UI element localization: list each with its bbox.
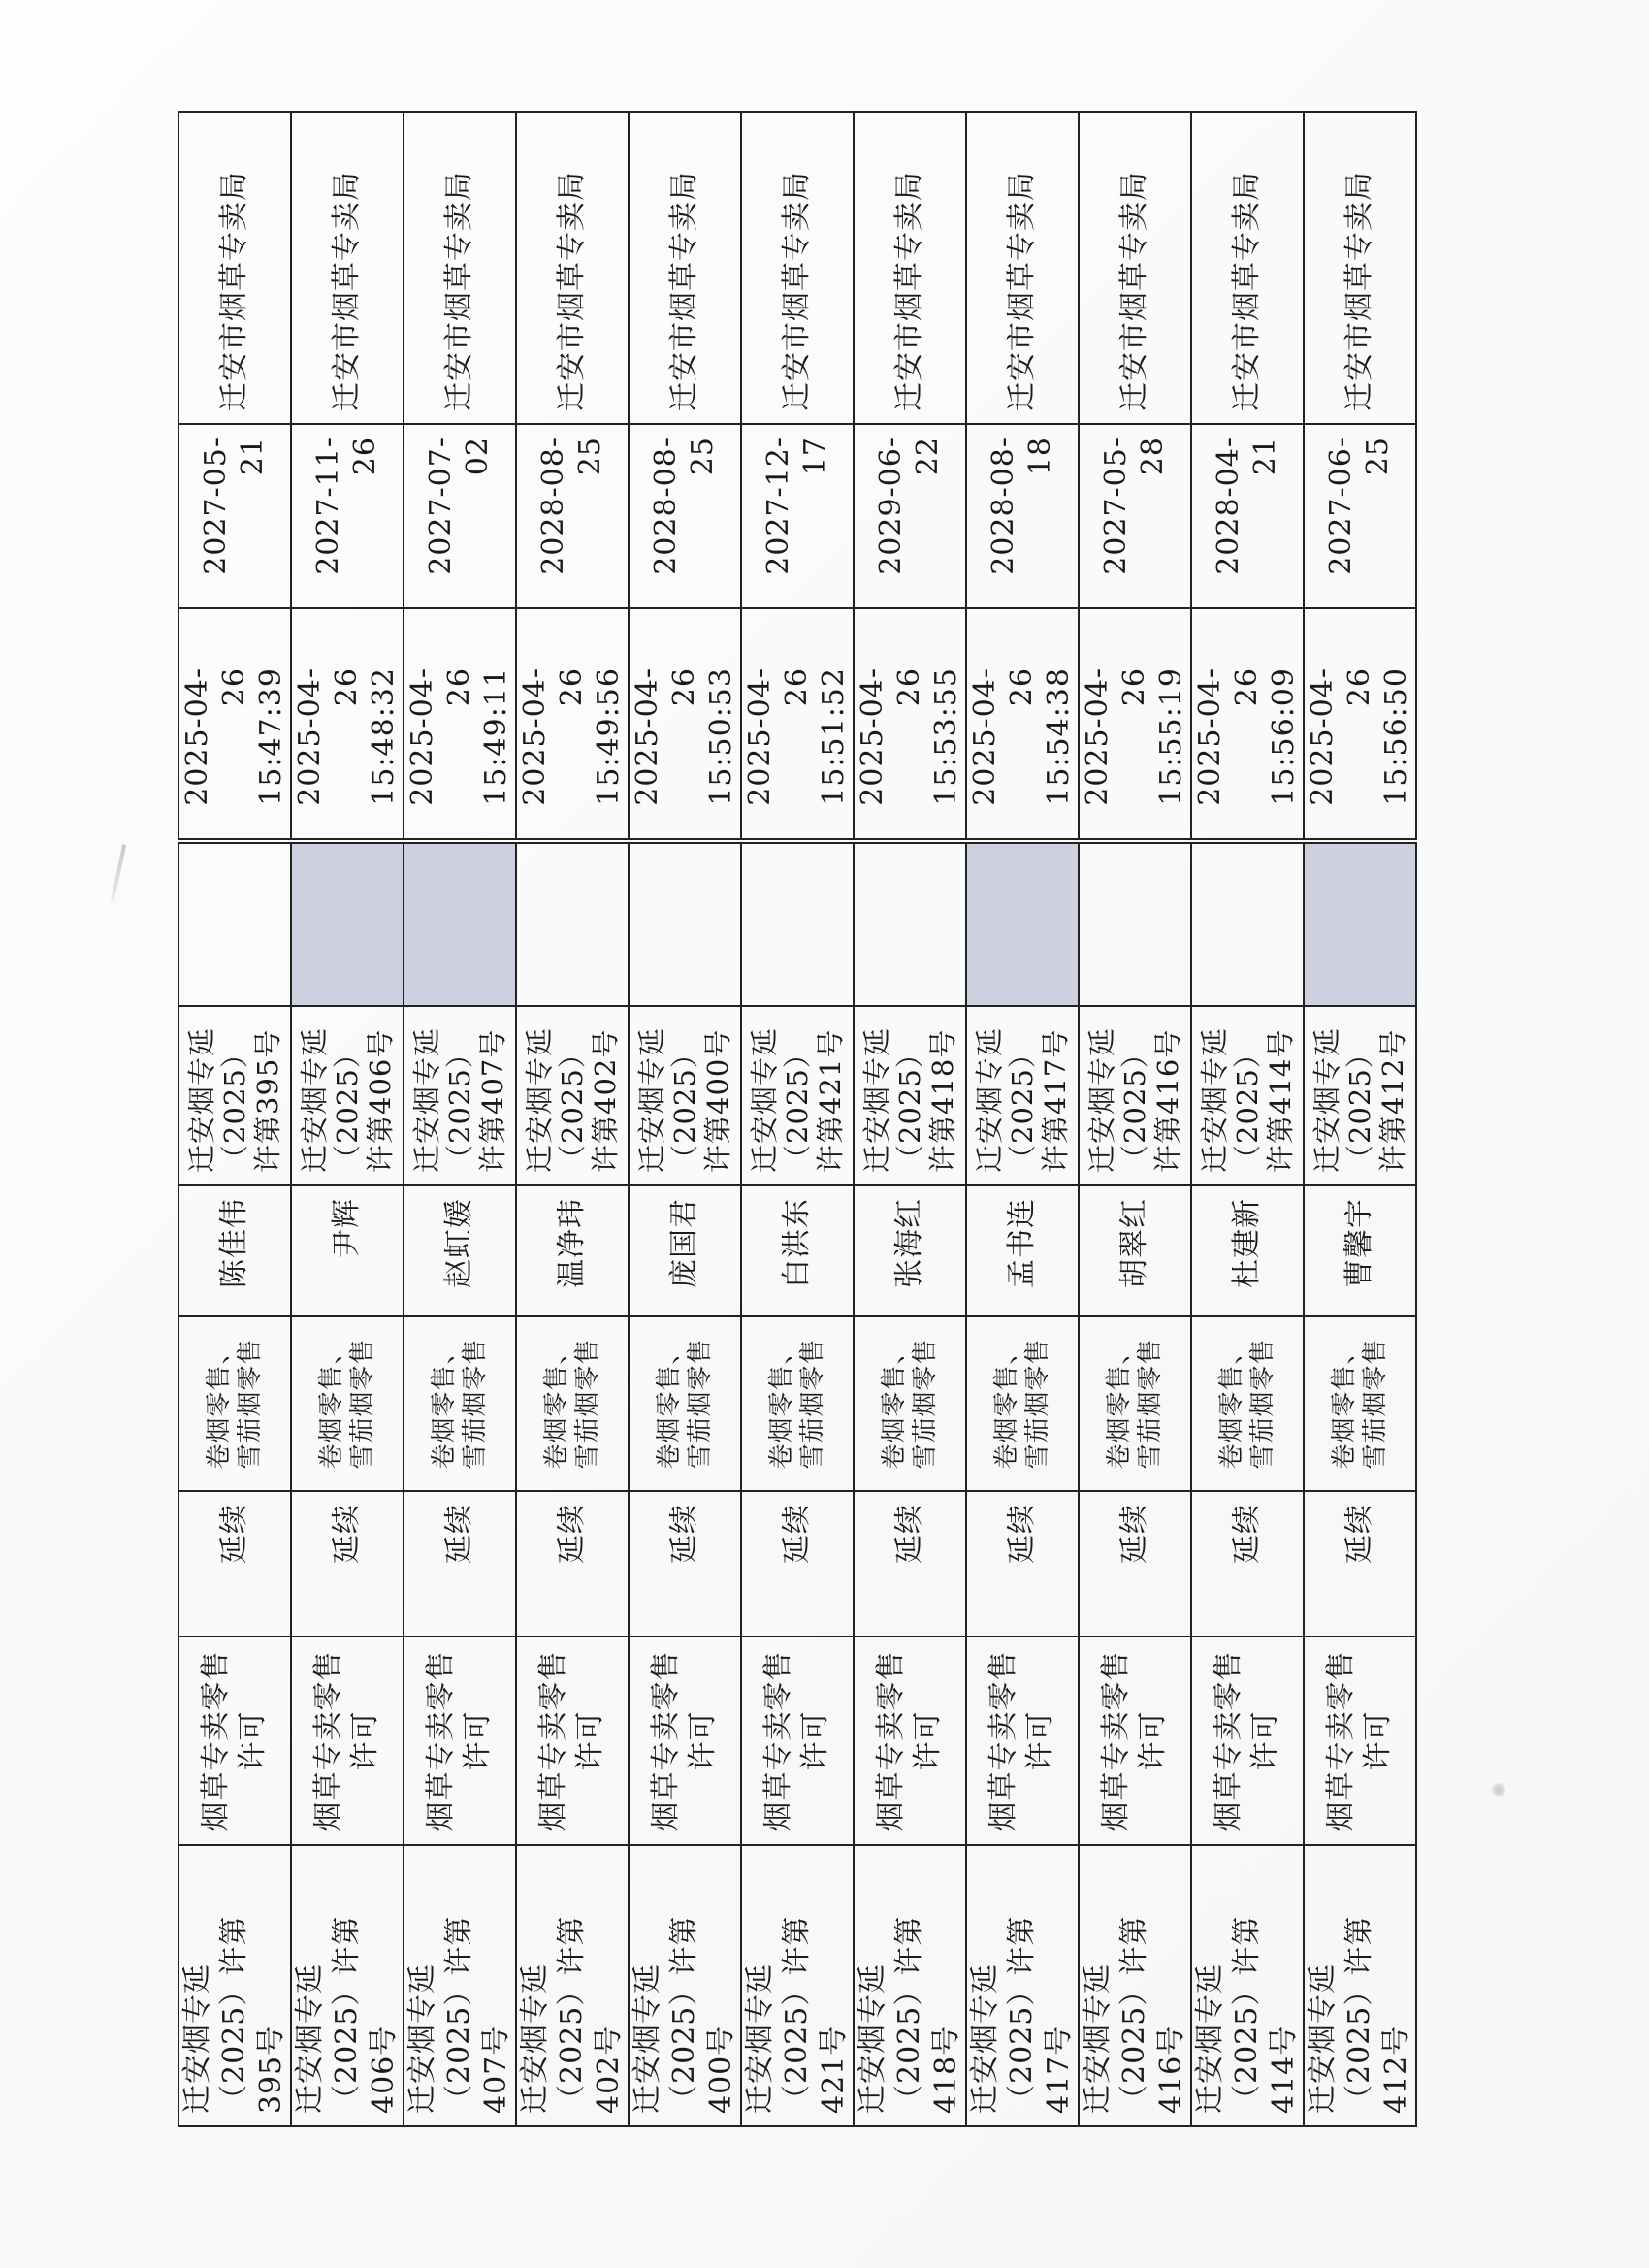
- document-number-cell: [629, 1006, 741, 1185]
- permit-item-cell: [1304, 1636, 1416, 1845]
- holder-text: 庞国君: [667, 1198, 701, 1288]
- action-cell: [291, 1491, 404, 1636]
- issued-text: 2025-04-26 15:56:09: [1193, 667, 1301, 806]
- item-text: 烟草专卖零售许可: [761, 1650, 832, 1831]
- expiry-text: 2028-08-18: [986, 437, 1057, 575]
- issued-text: 2025-04-26 15:49:11: [405, 667, 513, 806]
- issuing-authority-cell: [629, 112, 741, 424]
- item-text: 烟草专卖零售许可: [536, 1650, 607, 1831]
- marker-cell: [1191, 841, 1304, 1006]
- action-cell: [966, 1491, 1079, 1636]
- action-text: 延续: [442, 1504, 476, 1564]
- table-row: [1191, 112, 1304, 2126]
- holder-text: 杜建新: [1230, 1198, 1264, 1288]
- authority-text: 迁安市烟草专卖局: [780, 171, 814, 411]
- item-text: 烟草专卖零售许可: [424, 1650, 495, 1831]
- expiry-text: 2029-06-22: [874, 437, 945, 575]
- issued-text: 2025-04-26 15:50:53: [630, 667, 738, 806]
- document-number-cell: [1304, 1006, 1416, 1185]
- doc-no-text: 迁安烟专延（2025）许第421号: [748, 1026, 847, 1173]
- expiry-text: 2027-11-26: [311, 437, 382, 575]
- issuing-authority-cell: [1304, 112, 1416, 424]
- marker-cell: [1304, 841, 1416, 1006]
- scope-text: 卷烟零售、雪茄烟零售: [542, 1338, 602, 1470]
- license-number-cell: [516, 1845, 629, 2126]
- expiry-date-cell: [966, 424, 1079, 608]
- holder-name-cell: [1304, 1185, 1416, 1316]
- item-text: 烟草专卖零售许可: [649, 1650, 720, 1831]
- expiry-date-cell: [291, 424, 404, 608]
- item-text: 烟草专卖零售许可: [1324, 1650, 1395, 1831]
- license-no-text: 迁安烟专延（2025）许第402号: [518, 1915, 626, 2114]
- holder-text: 孟书连: [1005, 1198, 1039, 1288]
- issued-text: 2025-04-26 15:51:52: [743, 667, 851, 806]
- expiry-text: 2028-04-21: [1212, 437, 1282, 575]
- authority-text: 迁安市烟草专卖局: [1005, 171, 1039, 411]
- business-scope-cell: [1304, 1316, 1416, 1491]
- marker-cell: [854, 841, 966, 1006]
- marker-cell: [966, 841, 1079, 1006]
- authority-text: 迁安市烟草专卖局: [1230, 171, 1264, 411]
- scope-text: 卷烟零售、雪茄烟零售: [655, 1338, 715, 1470]
- authority-text: 迁安市烟草专卖局: [1117, 171, 1151, 411]
- issue-datetime-cell: [741, 608, 854, 841]
- document-number-cell: [1079, 1006, 1191, 1185]
- license-number-cell: [291, 1845, 404, 2126]
- expiry-text: 2028-08-25: [536, 437, 607, 575]
- permit-item-cell: [404, 1636, 516, 1845]
- issued-text: 2025-04-26 15:54:38: [968, 667, 1076, 806]
- license-no-text: 迁安烟专延（2025）许第412号: [1306, 1915, 1413, 2114]
- authority-text: 迁安市烟草专卖局: [667, 171, 701, 411]
- action-text: 延续: [892, 1504, 926, 1564]
- doc-no-text: 迁安烟专延（2025）许第407号: [410, 1026, 509, 1173]
- expiry-text: 2027-06-25: [1324, 437, 1395, 575]
- permit-item-cell: [966, 1636, 1079, 1845]
- holder-name-cell: [629, 1185, 741, 1316]
- license-number-cell: [404, 1845, 516, 2126]
- marker-cell: [178, 841, 291, 1006]
- action-text: 延续: [217, 1504, 251, 1564]
- scope-text: 卷烟零售、雪茄烟零售: [1105, 1338, 1165, 1470]
- item-text: 烟草专卖零售许可: [311, 1650, 382, 1831]
- issue-datetime-cell: [404, 608, 516, 841]
- expiry-text: 2027-05-28: [1099, 437, 1170, 575]
- doc-no-text: 迁安烟专延（2025）许第395号: [185, 1026, 284, 1173]
- business-scope-cell: [741, 1316, 854, 1491]
- document-number-cell: [854, 1006, 966, 1185]
- issue-datetime-cell: [291, 608, 404, 841]
- doc-no-text: 迁安烟专延（2025）许第414号: [1198, 1026, 1297, 1173]
- table-row: [1079, 112, 1191, 2126]
- issue-datetime-cell: [629, 608, 741, 841]
- permit-item-cell: [854, 1636, 966, 1845]
- scope-text: 卷烟零售、雪茄烟零售: [880, 1338, 940, 1470]
- authority-text: 迁安市烟草专卖局: [442, 171, 476, 411]
- item-text: 烟草专卖零售许可: [1212, 1650, 1282, 1831]
- license-no-text: 迁安烟专延（2025）许第421号: [743, 1915, 851, 2114]
- license-number-cell: [1191, 1845, 1304, 2126]
- action-cell: [404, 1491, 516, 1636]
- holder-text: 曹馨宇: [1342, 1198, 1376, 1288]
- document-number-cell: [291, 1006, 404, 1185]
- authority-text: 迁安市烟草专卖局: [1342, 171, 1376, 411]
- license-number-cell: [629, 1845, 741, 2126]
- holder-name-cell: [966, 1185, 1079, 1316]
- marker-cell: [291, 841, 404, 1006]
- action-cell: [1079, 1491, 1191, 1636]
- issued-text: 2025-04-26 15:48:32: [293, 667, 401, 806]
- scope-text: 卷烟零售、雪茄烟零售: [1330, 1338, 1390, 1470]
- issue-datetime-cell: [966, 608, 1079, 841]
- action-cell: [854, 1491, 966, 1636]
- expiry-text: 2027-12-17: [761, 437, 832, 575]
- authority-text: 迁安市烟草专卖局: [330, 171, 364, 411]
- document-number-cell: [178, 1006, 291, 1185]
- holder-name-cell: [516, 1185, 629, 1316]
- permit-item-cell: [291, 1636, 404, 1845]
- expiry-date-cell: [178, 424, 291, 608]
- scope-text: 卷烟零售、雪茄烟零售: [317, 1338, 377, 1470]
- issue-datetime-cell: [516, 608, 629, 841]
- marker-cell: [629, 841, 741, 1006]
- business-scope-cell: [966, 1316, 1079, 1491]
- table-row: [291, 112, 404, 2126]
- doc-no-text: 迁安烟专延（2025）许第406号: [298, 1026, 397, 1173]
- item-text: 烟草专卖零售许可: [199, 1650, 270, 1831]
- holder-text: 尹辉: [330, 1198, 364, 1258]
- expiry-date-cell: [854, 424, 966, 608]
- license-no-text: 迁安烟专延（2025）许第400号: [630, 1915, 738, 2114]
- expiry-date-cell: [404, 424, 516, 608]
- item-text: 烟草专卖零售许可: [874, 1650, 945, 1831]
- issuing-authority-cell: [178, 112, 291, 424]
- business-scope-cell: [854, 1316, 966, 1491]
- holder-text: 白洪东: [780, 1198, 814, 1288]
- document-number-cell: [516, 1006, 629, 1185]
- table-row: [966, 112, 1079, 2126]
- scan-artifact: [111, 844, 126, 902]
- action-cell: [1304, 1491, 1416, 1636]
- issuing-authority-cell: [404, 112, 516, 424]
- action-cell: [516, 1491, 629, 1636]
- license-number-cell: [741, 1845, 854, 2126]
- expiry-date-cell: [1191, 424, 1304, 608]
- issuing-authority-cell: [854, 112, 966, 424]
- permit-item-cell: [178, 1636, 291, 1845]
- business-scope-cell: [1079, 1316, 1191, 1491]
- license-number-cell: [178, 1845, 291, 2126]
- holder-text: 赵虹媛: [442, 1198, 476, 1288]
- table-row: [629, 112, 741, 2126]
- issued-text: 2025-04-26 15:49:56: [518, 667, 626, 806]
- action-cell: [629, 1491, 741, 1636]
- issued-text: 2025-04-26 15:53:55: [856, 667, 963, 806]
- expiry-date-cell: [1079, 424, 1191, 608]
- license-number-cell: [1079, 1845, 1191, 2126]
- business-scope-cell: [516, 1316, 629, 1491]
- action-text: 延续: [1342, 1504, 1376, 1564]
- expiry-text: 2028-08-25: [649, 437, 720, 575]
- holder-name-cell: [1191, 1185, 1304, 1316]
- issuing-authority-cell: [741, 112, 854, 424]
- holder-name-cell: [854, 1185, 966, 1316]
- doc-no-text: 迁安烟专延（2025）许第402号: [523, 1026, 622, 1173]
- business-scope-cell: [178, 1316, 291, 1491]
- action-text: 延续: [667, 1504, 701, 1564]
- permit-item-cell: [629, 1636, 741, 1845]
- expiry-date-cell: [741, 424, 854, 608]
- issued-text: 2025-04-26 15:47:39: [180, 667, 288, 806]
- doc-no-text: 迁安烟专延（2025）许第417号: [973, 1026, 1072, 1173]
- scope-text: 卷烟零售、雪茄烟零售: [992, 1338, 1052, 1470]
- table-row: [178, 112, 291, 2126]
- holder-text: 张海红: [892, 1198, 926, 1288]
- expiry-text: 2027-07-02: [424, 437, 495, 575]
- license-table-frame: [178, 113, 1413, 2127]
- action-cell: [178, 1491, 291, 1636]
- item-text: 烟草专卖零售许可: [986, 1650, 1057, 1831]
- doc-no-text: 迁安烟专延（2025）许第400号: [635, 1026, 734, 1173]
- table-row: [741, 112, 854, 2126]
- action-text: 延续: [555, 1504, 589, 1564]
- marker-cell: [404, 841, 516, 1006]
- holder-text: 温净玮: [555, 1198, 589, 1288]
- table-row: [404, 112, 516, 2126]
- table-row: [854, 112, 966, 2126]
- scope-text: 卷烟零售、雪茄烟零售: [430, 1338, 490, 1470]
- holder-name-cell: [291, 1185, 404, 1316]
- issuing-authority-cell: [1191, 112, 1304, 424]
- license-number-cell: [854, 1845, 966, 2126]
- expiry-date-cell: [629, 424, 741, 608]
- holder-text: 陈佳伟: [217, 1198, 251, 1288]
- license-no-text: 迁安烟专延（2025）许第407号: [405, 1915, 513, 2114]
- permit-item-cell: [516, 1636, 629, 1845]
- holder-text: 胡翠红: [1117, 1198, 1151, 1288]
- scope-text: 卷烟零售、雪茄烟零售: [767, 1338, 827, 1470]
- expiry-date-cell: [516, 424, 629, 608]
- holder-name-cell: [741, 1185, 854, 1316]
- authority-text: 迁安市烟草专卖局: [555, 171, 589, 411]
- document-number-cell: [1191, 1006, 1304, 1185]
- rotated-table-container: [178, 113, 1413, 2127]
- license-table: [178, 111, 1417, 2127]
- authority-text: 迁安市烟草专卖局: [892, 171, 926, 411]
- marker-cell: [741, 841, 854, 1006]
- business-scope-cell: [404, 1316, 516, 1491]
- doc-no-text: 迁安烟专延（2025）许第412号: [1310, 1026, 1409, 1173]
- issuing-authority-cell: [1079, 112, 1191, 424]
- marker-cell: [1079, 841, 1191, 1006]
- issuing-authority-cell: [516, 112, 629, 424]
- license-no-text: 迁安烟专延（2025）许第418号: [856, 1915, 963, 2114]
- issue-datetime-cell: [1191, 608, 1304, 841]
- action-text: 延续: [1117, 1504, 1151, 1564]
- action-cell: [741, 1491, 854, 1636]
- action-text: 延续: [1230, 1504, 1264, 1564]
- document-number-cell: [741, 1006, 854, 1185]
- issue-datetime-cell: [178, 608, 291, 841]
- holder-name-cell: [178, 1185, 291, 1316]
- issuing-authority-cell: [291, 112, 404, 424]
- doc-no-text: 迁安烟专延（2025）许第418号: [860, 1026, 959, 1173]
- issued-text: 2025-04-26 15:55:19: [1081, 667, 1188, 806]
- permit-item-cell: [741, 1636, 854, 1845]
- holder-name-cell: [1079, 1185, 1191, 1316]
- license-no-text: 迁安烟专延（2025）许第417号: [968, 1915, 1076, 2114]
- license-number-cell: [966, 1845, 1079, 2126]
- license-no-text: 迁安烟专延（2025）许第406号: [293, 1915, 401, 2114]
- holder-name-cell: [404, 1185, 516, 1316]
- license-no-text: 迁安烟专延（2025）许第395号: [180, 1915, 288, 2114]
- issuing-authority-cell: [966, 112, 1079, 424]
- business-scope-cell: [629, 1316, 741, 1491]
- action-cell: [1191, 1491, 1304, 1636]
- table-row: [1304, 112, 1416, 2126]
- table-body: [178, 112, 1416, 2126]
- authority-text: 迁安市烟草专卖局: [217, 171, 251, 411]
- scope-text: 卷烟零售、雪茄烟零售: [205, 1338, 265, 1470]
- item-text: 烟草专卖零售许可: [1099, 1650, 1170, 1831]
- license-no-text: 迁安烟专延（2025）许第416号: [1081, 1915, 1188, 2114]
- issue-datetime-cell: [1079, 608, 1191, 841]
- scope-text: 卷烟零售、雪茄烟零售: [1217, 1338, 1277, 1470]
- action-text: 延续: [330, 1504, 364, 1564]
- document-number-cell: [404, 1006, 516, 1185]
- business-scope-cell: [291, 1316, 404, 1491]
- doc-no-text: 迁安烟专延（2025）许第416号: [1085, 1026, 1184, 1173]
- license-no-text: 迁安烟专延（2025）许第414号: [1193, 1915, 1301, 2114]
- action-text: 延续: [780, 1504, 814, 1564]
- table-row: [516, 112, 629, 2126]
- expiry-date-cell: [1304, 424, 1416, 608]
- business-scope-cell: [1191, 1316, 1304, 1491]
- issued-text: 2025-04-26 15:56:50: [1306, 667, 1413, 806]
- marker-cell: [516, 841, 629, 1006]
- document-number-cell: [966, 1006, 1079, 1185]
- issue-datetime-cell: [854, 608, 966, 841]
- permit-item-cell: [1191, 1636, 1304, 1845]
- issue-datetime-cell: [1304, 608, 1416, 841]
- action-text: 延续: [1005, 1504, 1039, 1564]
- scan-speck: [1492, 1783, 1505, 1797]
- permit-item-cell: [1079, 1636, 1191, 1845]
- expiry-text: 2027-05-21: [199, 437, 270, 575]
- license-number-cell: [1304, 1845, 1416, 2126]
